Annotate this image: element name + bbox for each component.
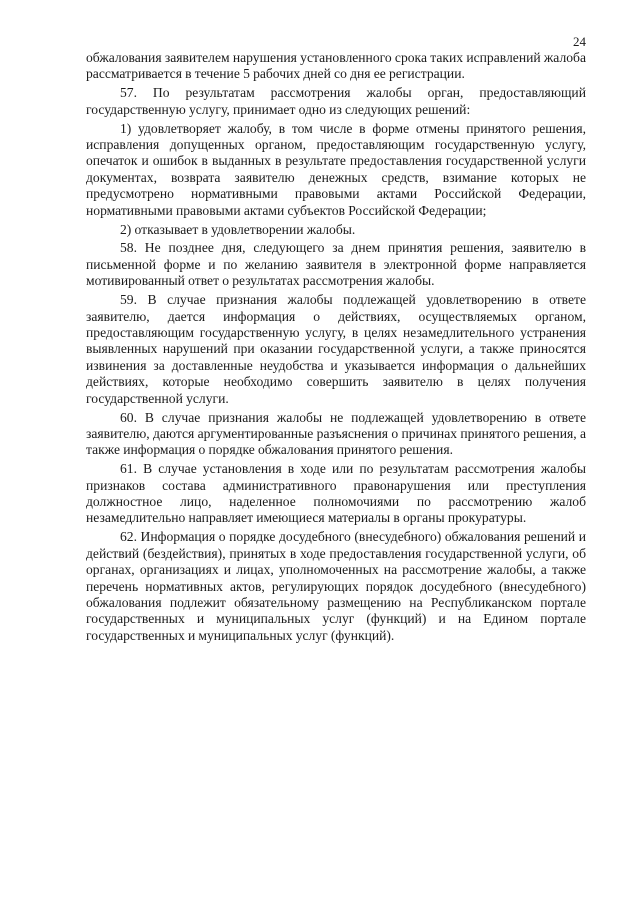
paragraph-58: 58. Не позднее дня, следующего за днем принятия решения, заявителю в письменной форме и по желанию заявителя в электронной форме направляется мотивированный ответ о результатах рассмотрения жалобы.: [86, 240, 586, 289]
paragraph-62: 62. Информация о порядке досудебного (внесудебного) обжалования решений и действий (бездействия), принятых в ходе предоставления государственной услуги, об органах, организациях и лицах, уполномоченных на рассмотрение жалобы, а также перечень нормативных актов, регулирующих порядок досудебного (внесудебного) обжалования подлежит обязательному размещению на Республиканском портале государственных и муниципальных услуг (функций) и на Едином портале государственных и муниципальных услуг (функций).: [86, 529, 586, 643]
paragraph-57: 57. По результатам рассмотрения жалобы орган, предоставляющий государственную услугу, принимает одно из следующих решений:: [86, 85, 586, 117]
paragraph-57-item-1: 1) удовлетворяет жалобу, в том числе в форме отмены принятого решения, исправления допущенных органом, предоставляющим государственную услугу, опечаток и ошибок в выданных в результате предоставления государственной услуги документах, возврата заявителю денежных средств, взимание которых не предусмотрено нормативными правовыми актами Российской Федерации, нормативными правовыми актами субъектов Российской Федерации;: [86, 120, 586, 218]
paragraph-60: 60. В случае признания жалобы не подлежащей удовлетворению в ответе заявителю, даются аргументированные разъяснения о причинах принятого решения, а также информация о порядке обжалования принятого решения.: [86, 409, 586, 458]
document-body: [86, 50, 586, 647]
paragraph-continuation: обжалования заявителем нарушения установленного срока таких исправлений жалоба рассматривается в течение 5 рабочих дней со дня ее регистрации.: [86, 50, 586, 82]
page-number: 24: [573, 34, 586, 49]
paragraph-57-item-2: 2) отказывает в удовлетворении жалобы.: [120, 221, 356, 237]
paragraph-59: 59. В случае признания жалобы подлежащей удовлетворению в ответе заявителю, дается информация о действиях, осуществляемых органом, предоставляющим государственную услугу, в целях незамедлительного устранения выявленных нарушений при оказании государственной услуги, а также приносятся извинения за доставленные неудобства и указывается информация о дальнейших действиях, которые необходимо совершить заявителю в целях получения государственной услуги.: [86, 292, 586, 406]
paragraph-61: 61. В случае установления в ходе или по результатам рассмотрения жалобы признаков состава административного правонарушения или преступления должностное лицо, наделенное полномочиями по рассмотрению жалоб незамедлительно направляет имеющиеся материалы в органы прокуратуры.: [86, 461, 586, 526]
